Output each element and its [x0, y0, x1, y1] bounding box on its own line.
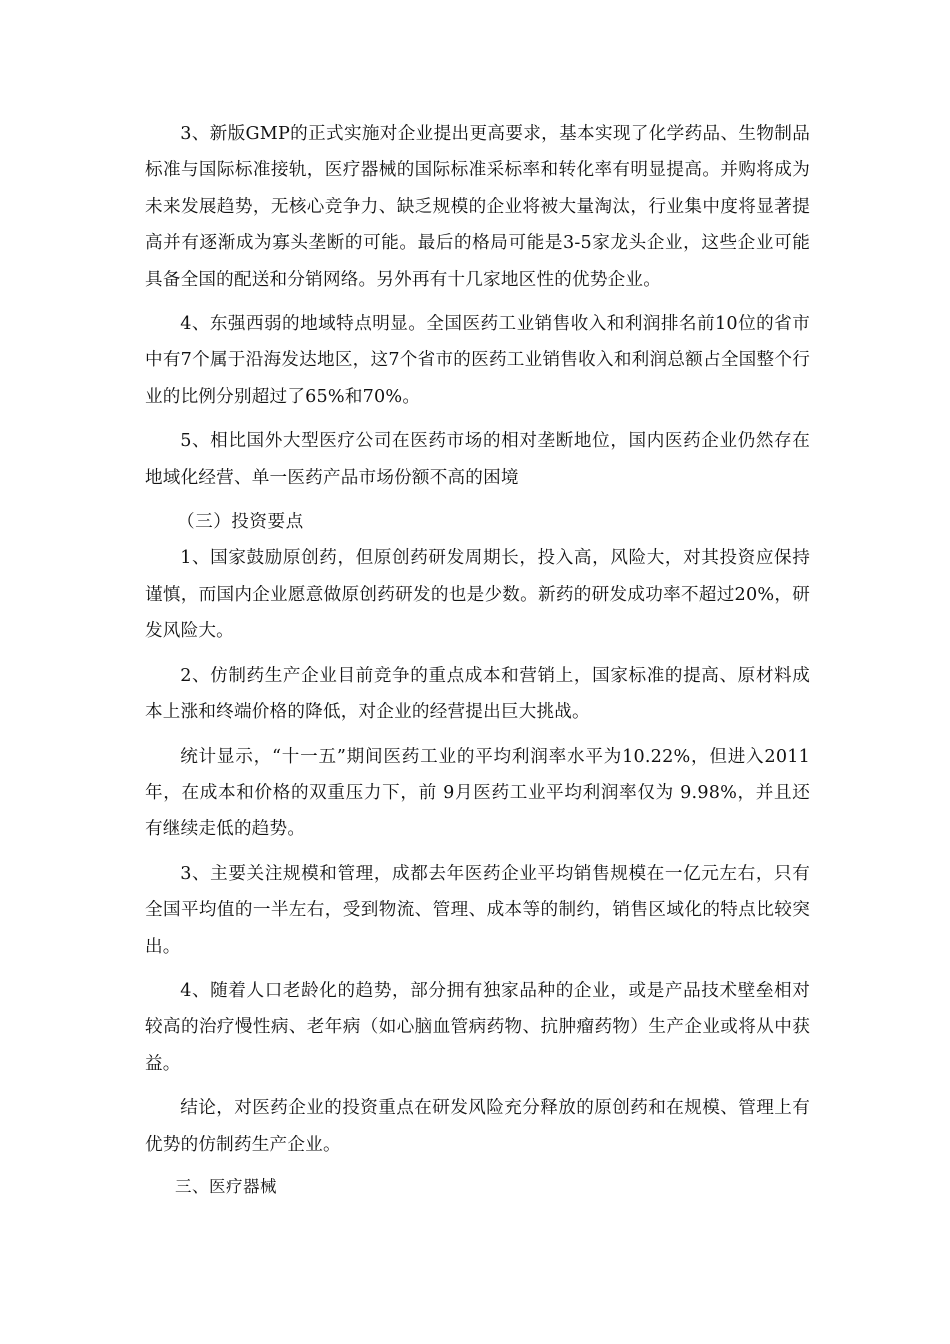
paragraph-domestic-enterprise-dilemma: 5、相比国外大型医疗公司在医药市场的相对垄断地位，国内医药企业仍然存在地域化经营、单一医药产品市场份额不高的困境	[145, 431, 810, 488]
paragraph-original-drug-investment: 1、国家鼓励原创药，但原创药研发周期长，投入高，风险大，对其投资应保持谨慎，而国内企业愿意做原创药研发的也是少数。新药的研发成功率不超过20%，研发风险大。	[145, 548, 810, 642]
paragraph-generic-drug-competition: 2、仿制药生产企业目前竞争的重点成本和营销上，国家标准的提高、原材料成本上涨和终端价格的降低，对企业的经营提出巨大挑战。	[145, 665, 810, 723]
section-heading-investment-points: （三）投资要点	[177, 512, 304, 533]
section-heading-medical-devices: 三、医疗器械	[175, 1176, 277, 1196]
paragraph-regional-strength: 4、东强西弱的地域特点明显。全国医药工业销售收入和利润排名前10位的省市中有7个属于沿海发达地区，这7个省市的医药工业销售收入和利润总额占全国整个行业的比例分别超过了65%和70%。	[145, 314, 810, 407]
paragraph-scale-and-management: 3、主要关注规模和管理，成都去年医药企业平均销售规模在一亿元左右，只有全国平均值的一半左右，受到物流、管理、成本等的制约，销售区域化的特点比较突出。	[145, 863, 810, 957]
paragraph-profit-statistics: 统计显示，“十一五”期间医药工业的平均利润率水平为10.22%，但进入2011年，在成本和价格的双重压力下，前 9月医药工业平均利润率仅为 9.98%，并且还有继续走低的趋势。	[145, 746, 810, 840]
paragraph-aging-population: 4、随着人口老龄化的趋势，部分拥有独家品种的企业，或是产品技术壁垒相对较高的治疗慢性病、老年病（如心脑血管病药物、抗肿瘤药物）生产企业或将从中获益。	[145, 980, 810, 1074]
document-body	[145, 116, 810, 1205]
paragraph-conclusion: 结论，对医药企业的投资重点在研发风险充分释放的原创药和在规模、管理上有优势的仿制药生产企业。	[145, 1098, 810, 1155]
paragraph-gmp-requirements: 3、新版GMP的正式实施对企业提出更高要求，基本实现了化学药品、生物制品标准与国际标准接轨，医疗器械的国际标准采标率和转化率有明显提高。并购将成为未来发展趋势，无核心竞争力、缺乏规模的企业将被大量淘汰，行业集中度将显著提高并有逐渐成为寡头垄断的可能。最后的格局可能是3-5家龙头企业，这些企业可能具备全国的配送和分销网络。另外再有十几家地区性的优势企业。	[145, 124, 810, 290]
